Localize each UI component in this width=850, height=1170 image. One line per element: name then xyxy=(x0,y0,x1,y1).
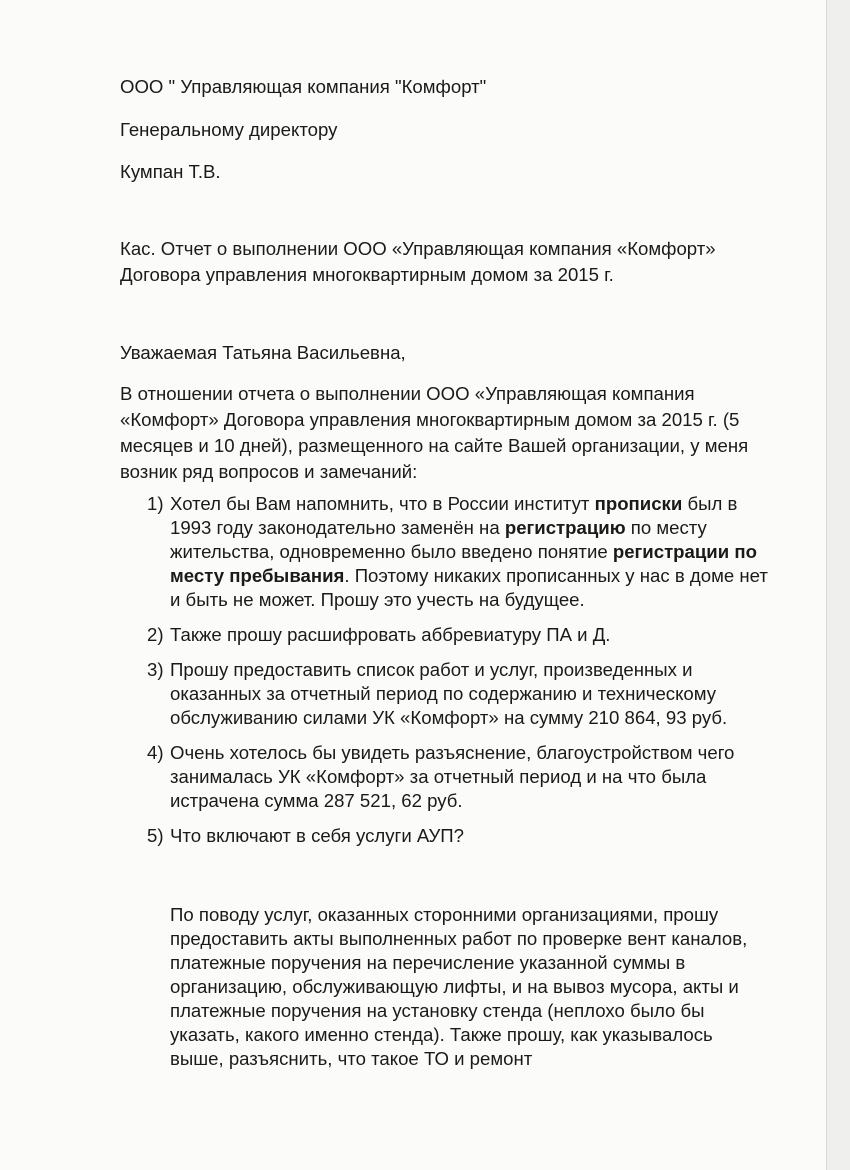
letter-subject: Кас. Отчет о выполнении ООО «Управляющая компания «Комфорт» Договора управления многоквартирным домом за 2015 г. xyxy=(120,238,716,285)
item-text: по месту жительства, одновременно было введено понятие xyxy=(170,517,707,562)
list-item xyxy=(120,824,780,848)
question-list xyxy=(120,492,780,859)
recipient-name: Кумпан Т.В. xyxy=(120,161,221,182)
item-emphasis: регистрации по месту пребывания xyxy=(170,541,757,586)
item-number: 1) xyxy=(147,493,164,514)
list-item xyxy=(120,658,780,730)
item-emphasis: регистрацию xyxy=(504,517,626,538)
item-number: 5) xyxy=(147,825,164,846)
list-item xyxy=(120,623,780,647)
item-text: Очень хотелось бы увидеть разъяснение, благоустройством чего занималась УК «Комфорт» за отчетный период и на что была истрачена сумма 287 521, 62 руб. xyxy=(170,742,735,811)
list-item xyxy=(120,492,780,612)
item-number: 4) xyxy=(147,742,164,763)
recipient-position: Генеральному директору xyxy=(120,119,338,140)
closing-paragraph: По поводу услуг, оказанных сторонними организациями, прошу предоставить акты выполненных работ по проверке вент каналов, платежные поручения на перечисление указанной суммы в организацию, обслуживающую лифты, и на вывоз мусора, акты и платежные поручения на установку стенда (неплохо было бы указать, какого именно стенда). Также прошу, как указывалось выше, разъяснить, что такое ТО и ремонт xyxy=(170,904,748,1069)
greeting: Уважаемая Татьяна Васильевна, xyxy=(120,342,406,363)
item-text: был в 1993 году законодательно заменён на xyxy=(170,493,738,538)
scan-edge xyxy=(826,0,850,1170)
item-text: Прошу предоставить список работ и услуг, произведенных и оказанных за отчетный период по содержанию и техническому обслуживанию силами УК «Комфорт» на сумму 210 864, 93 руб. xyxy=(170,659,728,728)
item-text: Что включают в себя услуги АУП? xyxy=(170,825,464,846)
item-emphasis: прописки xyxy=(594,493,683,514)
item-text: Хотел бы Вам напомнить, что в России институт xyxy=(170,493,595,514)
item-text: . Поэтому никаких прописанных у нас в доме нет и быть не может. Прошу это учесть на будущее. xyxy=(170,565,768,610)
item-text: Также прошу расшифровать аббревиатуру ПА и Д. xyxy=(170,624,611,645)
recipient-company: ООО " Управляющая компания "Комфорт" xyxy=(120,76,487,97)
intro-paragraph: В отношении отчета о выполнении ООО «Управляющая компания «Комфорт» Договора управления многоквартирным домом за 2015 г. (5 месяцев и 10 дней), размещенного на сайте Вашей организации, у меня возник ряд вопросов и замечаний: xyxy=(120,383,749,482)
item-number: 2) xyxy=(147,624,164,645)
item-number: 3) xyxy=(147,659,164,680)
list-item xyxy=(120,741,780,813)
